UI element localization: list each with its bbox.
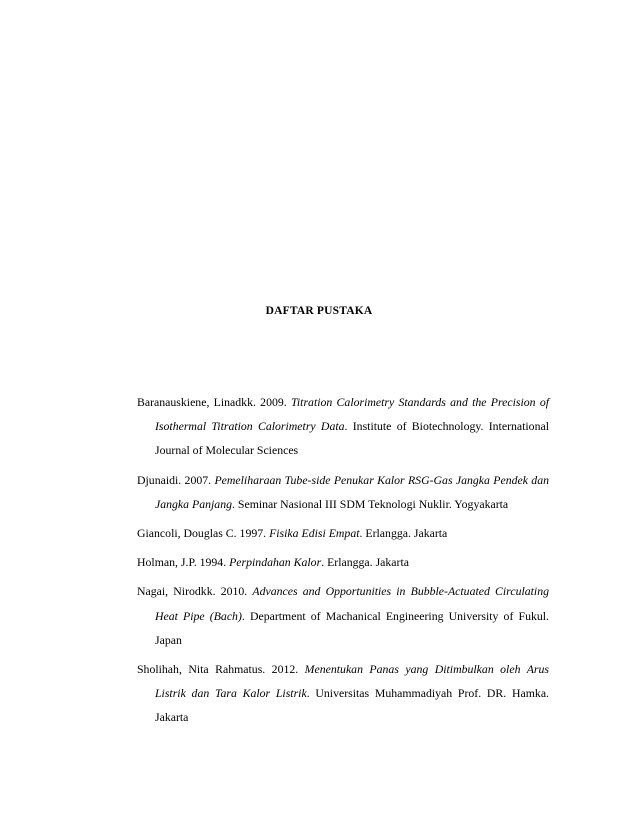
reference-author-year: Sholihah, Nita Rahmatus. 2012. [137,662,299,677]
reference-author-year: Djunaidi. 2007. [137,472,212,487]
reference-entry [137,657,549,730]
reference-publisher: . Department of Machanical Engineering University of Fukul. Japan [155,608,549,647]
reference-title: Advances and Opportunities in Bubble-Actuated Circulating Heat Pipe (Bach) [155,584,549,623]
reference-author-year: Nagai, Nirodkk. 2010. [137,584,248,599]
reference-author-year: Holman, J.P. 1994. [137,555,227,570]
reference-author-year: Baranauskiene, Linadkk. 2009. [137,395,287,409]
reference-entry [137,390,549,463]
reference-title: Fisika Edisi Empat [269,526,360,541]
reference-list [137,390,549,730]
reference-entry [137,521,549,545]
reference-title: Menentukan Panas yang Ditimbulkan oleh Arus Listrik dan Tara Kalor Listrik [155,662,549,701]
reference-entry [137,468,549,516]
reference-title: Pemeliharaan Tube-side Penukar Kalor RSG-Gas Jangka Pendek dan Jangka Panjang [155,472,549,511]
reference-publisher: . Institute of Biotechnology. International Journal of Molecular Sciences [155,419,549,458]
page-title: DAFTAR PUSTAKA [265,305,373,317]
reference-publisher: . Erlangga. Jakarta [321,555,409,570]
reference-publisher: . Seminar Nasional III SDM Teknologi Nuklir. Yogyakarta [232,496,509,511]
reference-entry [137,550,549,574]
reference-entry [137,579,549,652]
reference-publisher: . Universitas Muhammadiyah Prof. DR. Hamka. Jakarta [155,686,550,725]
reference-title: Perpindahan Kalor [229,555,322,570]
reference-author-year: Giancoli, Douglas C. 1997. [137,526,267,541]
reference-title: Titration Calorimetry Standards and the Precision of Isothermal Titration Calorimetry Data [155,395,549,434]
reference-publisher: . Erlangga. Jakarta [359,526,448,541]
